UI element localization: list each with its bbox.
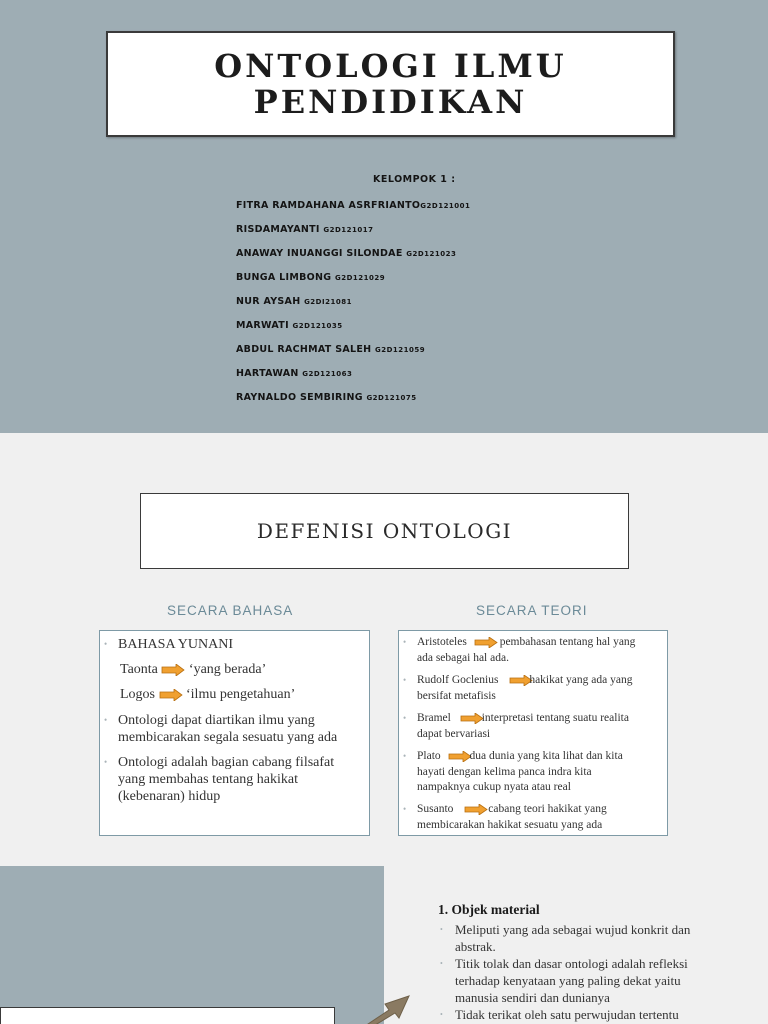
- member-9: [236, 392, 417, 403]
- panel-text: yang membahas tentang hakikat: [118, 772, 298, 787]
- term: Logos: [120, 687, 155, 702]
- member-4: [236, 272, 385, 283]
- panel-text: [417, 673, 632, 688]
- panel-text: [120, 661, 266, 678]
- panel-text: bersifat metafisis: [417, 690, 496, 702]
- member-8: [236, 368, 352, 379]
- arrow-right-icon: [460, 713, 484, 724]
- member-name: RAYNALDO SEMBIRING: [236, 392, 367, 403]
- member-nim: G2D121075: [366, 394, 417, 402]
- member-name: ABDUL RACHMAT SALEH: [236, 344, 375, 355]
- bullet-icon: •: [440, 925, 443, 934]
- arrow-right-icon: [464, 804, 488, 815]
- title-line-1: ONTOLOGI ILMU: [214, 47, 567, 85]
- bullet-icon: •: [104, 639, 108, 649]
- title-slide: [0, 0, 768, 433]
- group-heading: KELOMPOK 1 :: [373, 174, 456, 185]
- objek-material-heading: 1. Objek material: [438, 902, 540, 917]
- meaning: ‘yang berada’: [188, 662, 267, 677]
- member-nim: G2D121029: [334, 274, 386, 282]
- panel-text: dapat bervariasi: [417, 728, 491, 740]
- bullet-icon: •: [440, 1010, 443, 1019]
- member-2: [236, 224, 373, 235]
- member-nim: G2D121035: [292, 322, 343, 330]
- left-column-heading: SECARA BAHASA: [167, 603, 294, 618]
- panel-text: Ontologi adalah bagian cabang filsafat: [118, 755, 335, 770]
- bullet-icon: •: [440, 959, 443, 968]
- slide3-text: abstrak.: [455, 939, 496, 954]
- member-7: [236, 344, 425, 355]
- definition: pembahasan tentang hal yang: [499, 636, 636, 648]
- slide3-text: Tidak terikat oleh satu perwujudan tertentu: [455, 1007, 679, 1022]
- bullet-icon: •: [403, 804, 407, 814]
- arrow-right-icon: [448, 751, 472, 762]
- panel-text: BAHASA YUNANI: [118, 637, 233, 652]
- panel-text: Ontologi dapat diartikan ilmu yang: [118, 713, 315, 728]
- member-name: BUNGA LIMBONG: [236, 272, 335, 283]
- author: Rudolf Goclenius: [417, 674, 499, 686]
- slide3-side-panel: [0, 866, 384, 1024]
- language-definition-panel: [99, 630, 370, 836]
- panel-text: hayati dengan kelima panca indra kita: [417, 766, 592, 778]
- term: Taonta: [120, 662, 158, 677]
- member-name: NUR AYSAH: [236, 296, 305, 307]
- definition: cabang teori hakikat yang: [488, 803, 607, 815]
- arrow-right-icon: [159, 689, 183, 701]
- slide3-text: manusia sendiri dan dunianya: [455, 990, 610, 1005]
- panel-text: ada sebagai hal ada.: [417, 652, 509, 664]
- panel-text: [417, 635, 635, 650]
- definition: interpretasi tentang suatu realita: [481, 712, 629, 724]
- member-1: [236, 200, 470, 211]
- panel-text: [417, 711, 629, 726]
- definition-title-box: [140, 493, 629, 569]
- bullet-icon: •: [104, 715, 108, 725]
- member-nim: G2DI21081: [304, 298, 352, 306]
- author: Susanto: [417, 803, 454, 815]
- panel-text: (kebenaran) hidup: [118, 789, 221, 804]
- panel-text: nampaknya cukup nyata atau real: [417, 781, 571, 793]
- member-5: [236, 296, 352, 307]
- panel-text: membicarakan segala sesuatu yang ada: [118, 730, 338, 745]
- bullet-icon: •: [403, 675, 407, 685]
- author: Bramel: [417, 712, 451, 724]
- member-6: [236, 320, 343, 331]
- arrow-up-right-icon: [355, 990, 415, 1024]
- member-3: [236, 248, 456, 259]
- member-name: ANAWAY INUANGGI SILONDAE: [236, 248, 407, 259]
- member-name: MARWATI: [236, 320, 293, 331]
- member-name: HARTAWAN: [236, 368, 303, 379]
- member-nim: G2D121059: [375, 346, 426, 354]
- member-name: FITRA RAMDAHANA ASRFRIANTO: [236, 200, 421, 211]
- author: Plato: [417, 750, 441, 762]
- title-line-2: PENDIDIKAN: [253, 83, 528, 121]
- slide3-text: Titik tolak dan dasar ontologi adalah refleksi: [455, 956, 688, 971]
- definition: hakikat yang ada yang: [529, 674, 633, 686]
- bullet-icon: •: [403, 751, 407, 761]
- member-nim: G2D121001: [420, 202, 471, 210]
- panel-text: [417, 802, 607, 817]
- arrow-right-icon: [474, 637, 498, 648]
- panel-text: membicarakan hakikat sesuatu yang ada: [417, 819, 603, 831]
- author: Aristoteles: [417, 636, 467, 648]
- right-column-heading: SECARA TEORI: [476, 603, 588, 618]
- member-name: RISDAMAYANTI: [236, 224, 324, 235]
- member-nim: G2D121063: [302, 370, 353, 378]
- member-nim: G2D121017: [323, 226, 374, 234]
- panel-text: [417, 749, 623, 764]
- panel-text: [120, 686, 295, 703]
- meaning: ‘ilmu pengetahuan’: [186, 687, 296, 702]
- definition-title: DEFENISI ONTOLOGI: [256, 519, 513, 543]
- definition: dua dunia yang kita lihat dan kita: [469, 750, 623, 762]
- bullet-icon: •: [403, 713, 407, 723]
- bullet-icon: •: [403, 637, 407, 647]
- arrow-right-icon: [161, 664, 185, 676]
- slide3-title-box: [0, 1007, 335, 1024]
- title-box: [106, 31, 675, 137]
- slide3-text: Meliputi yang ada sebagai wujud konkrit dan: [455, 922, 691, 937]
- theory-definition-panel: [398, 630, 668, 836]
- slide3-text: terhadap kenyataan yang paling dekat yaitu: [455, 973, 681, 988]
- member-nim: G2D121023: [406, 250, 457, 258]
- bullet-icon: •: [104, 757, 108, 767]
